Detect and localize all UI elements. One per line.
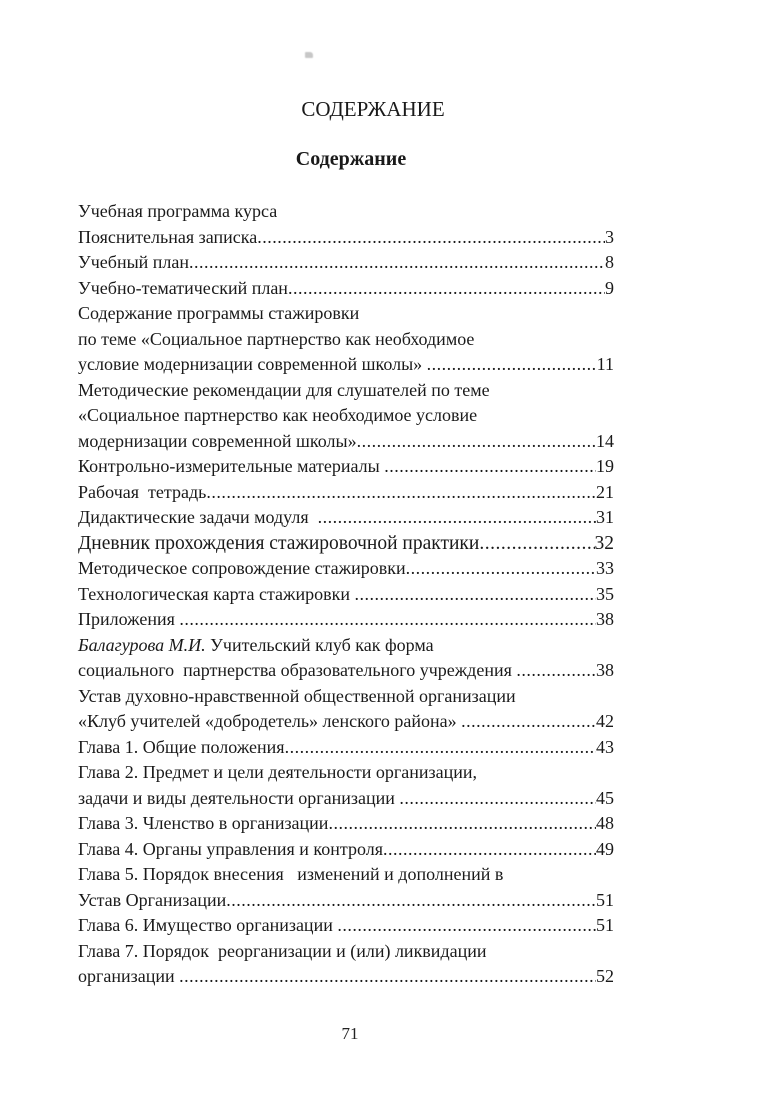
toc-entry-page: 45 <box>596 787 614 808</box>
toc-entry[interactable] <box>78 786 614 812</box>
toc-entry-page: 21 <box>596 481 614 502</box>
dot-leader <box>427 352 597 378</box>
section-heading: Содержание <box>295 148 407 170</box>
toc-entry[interactable] <box>78 582 614 608</box>
dot-leader <box>206 480 596 506</box>
toc-entry[interactable] <box>78 862 614 888</box>
dot-leader <box>288 276 605 302</box>
toc-entry[interactable] <box>78 480 614 506</box>
toc-entry-page: 3 <box>605 226 614 247</box>
dot-leader <box>479 531 594 557</box>
dot-leader <box>384 454 596 480</box>
toc-entry[interactable] <box>78 352 614 378</box>
table-of-contents <box>78 199 614 990</box>
toc-entry-text: Методические рекомендации для слушателей по теме <box>78 379 490 400</box>
toc-entry-text: Глава 4. Органы управления и контроля <box>78 838 383 859</box>
toc-entry-page: 11 <box>596 354 614 374</box>
dot-leader <box>328 811 596 837</box>
toc-entry-text: Пояснительная записка <box>78 226 258 247</box>
dot-leader <box>179 607 596 633</box>
toc-entry-page: 31 <box>596 507 614 527</box>
dot-leader <box>383 837 596 863</box>
dot-leader <box>399 786 596 812</box>
page-title: СОДЕРЖАНИЕ <box>301 97 445 121</box>
toc-entry[interactable] <box>78 888 614 914</box>
toc-entry-page: 42 <box>596 711 614 731</box>
toc-entry-text: модернизации современной школы» <box>78 430 357 451</box>
dot-leader <box>257 225 605 251</box>
toc-entry[interactable] <box>78 276 614 302</box>
toc-entry-text: Глава 5. Порядок внесения изменений и дополнений в <box>78 864 504 884</box>
scan-smudge <box>305 52 313 58</box>
toc-entry[interactable] <box>78 556 614 582</box>
toc-entry-page: 38 <box>596 609 614 629</box>
toc-entry[interactable] <box>78 505 614 531</box>
page-number: 71 <box>341 1024 359 1043</box>
toc-entry-text: «Клуб учителей «добродетель» ленского района» <box>78 711 462 731</box>
dot-leader <box>461 709 596 735</box>
toc-entry[interactable] <box>78 378 614 404</box>
toc-entry-text: социального партнерства образовательного учреждения <box>78 660 517 680</box>
dot-leader <box>406 556 596 582</box>
toc-entry[interactable] <box>78 301 614 327</box>
toc-entry[interactable] <box>78 454 614 480</box>
toc-entry-page: 32 <box>594 532 614 554</box>
toc-entry-page: 43 <box>596 736 614 757</box>
toc-entry-text: Приложения <box>78 609 180 629</box>
toc-entry[interactable] <box>78 633 614 659</box>
dot-leader <box>516 658 596 684</box>
toc-entry[interactable] <box>78 684 614 710</box>
toc-entry-text: Глава 1. Общие положения <box>78 736 285 757</box>
toc-entry[interactable] <box>78 607 614 633</box>
toc-entry[interactable] <box>78 735 614 761</box>
toc-entry-page: 33 <box>596 558 614 578</box>
toc-entry[interactable] <box>78 327 614 353</box>
toc-entry-text: задачи и виды деятельности организации <box>78 787 400 808</box>
dot-leader <box>226 888 596 914</box>
toc-entry-page: 51 <box>596 915 614 935</box>
toc-entry-text: по теме «Социальное партнерство как необходимое <box>78 328 475 349</box>
toc-entry[interactable] <box>78 837 614 863</box>
toc-entry-page: 8 <box>605 252 614 272</box>
dot-leader <box>285 735 596 761</box>
toc-entry[interactable] <box>78 429 614 455</box>
toc-entry-page: 9 <box>605 277 614 298</box>
dot-leader <box>318 505 596 531</box>
toc-entry-text: Содержание программы стажировки <box>78 303 360 323</box>
toc-entry-page: 19 <box>596 456 614 476</box>
toc-entry-text: Учебно-тематический план <box>78 277 288 298</box>
toc-entry-page: 14 <box>596 430 614 451</box>
toc-entry[interactable] <box>78 403 614 429</box>
toc-entry-text: Глава 6. Имущество организации <box>78 915 338 935</box>
toc-entry-text: организации <box>78 966 180 986</box>
toc-entry-page: 49 <box>596 838 614 859</box>
toc-entry[interactable] <box>78 709 614 735</box>
toc-entry-text: Методическое сопровождение стажировки <box>78 558 406 578</box>
toc-entry[interactable] <box>78 811 614 837</box>
toc-entry-text: Глава 3. Членство в организации <box>78 813 329 833</box>
toc-entry-text: Учительский клуб как форма <box>205 634 434 655</box>
toc-entry-author: Балагурова М.И. <box>78 634 206 655</box>
dot-leader <box>179 964 596 990</box>
toc-entry[interactable] <box>78 531 614 557</box>
dot-leader <box>189 250 605 276</box>
toc-entry-page: 38 <box>596 660 614 680</box>
toc-entry[interactable] <box>78 964 614 990</box>
toc-entry-text: условие модернизации современной школы» <box>78 354 427 374</box>
toc-entry-text: Дидактические задачи модуля <box>78 507 318 527</box>
toc-entry[interactable] <box>78 939 614 965</box>
toc-entry[interactable] <box>78 760 614 786</box>
toc-entry-text: Устав духовно-нравственной общественной организации <box>78 685 516 706</box>
toc-entry-text: Рабочая тетрадь <box>78 481 207 502</box>
toc-entry-text: Учебный план <box>78 252 190 272</box>
toc-entry-page: 51 <box>596 889 614 910</box>
toc-entry-text: Устав Организации <box>78 889 227 910</box>
toc-entry[interactable] <box>78 913 614 939</box>
dot-leader <box>357 429 596 455</box>
toc-entry-text: Контрольно-измерительные материалы <box>78 456 385 476</box>
toc-entry-text: Технологическая карта стажировки <box>78 583 355 604</box>
toc-entry[interactable] <box>78 199 614 225</box>
toc-entry-page: 52 <box>596 966 614 986</box>
toc-entry-page: 35 <box>596 583 614 604</box>
toc-entry-text: Дневник прохождения стажировочной практики <box>78 532 480 554</box>
toc-entry-text: Учебная программа курса <box>78 201 278 221</box>
toc-entry[interactable] <box>78 250 614 276</box>
toc-entry[interactable] <box>78 658 614 684</box>
dot-leader <box>337 913 596 939</box>
toc-entry-page: 48 <box>596 813 614 833</box>
dot-leader <box>355 582 597 608</box>
toc-entry[interactable] <box>78 225 614 251</box>
toc-entry-text: Глава 7. Порядок реорганизации и (или) ликвидации <box>78 940 487 961</box>
toc-entry-text: Глава 2. Предмет и цели деятельности организации, <box>78 762 477 782</box>
toc-entry-text: «Социальное партнерство как необходимое условие <box>78 405 478 425</box>
